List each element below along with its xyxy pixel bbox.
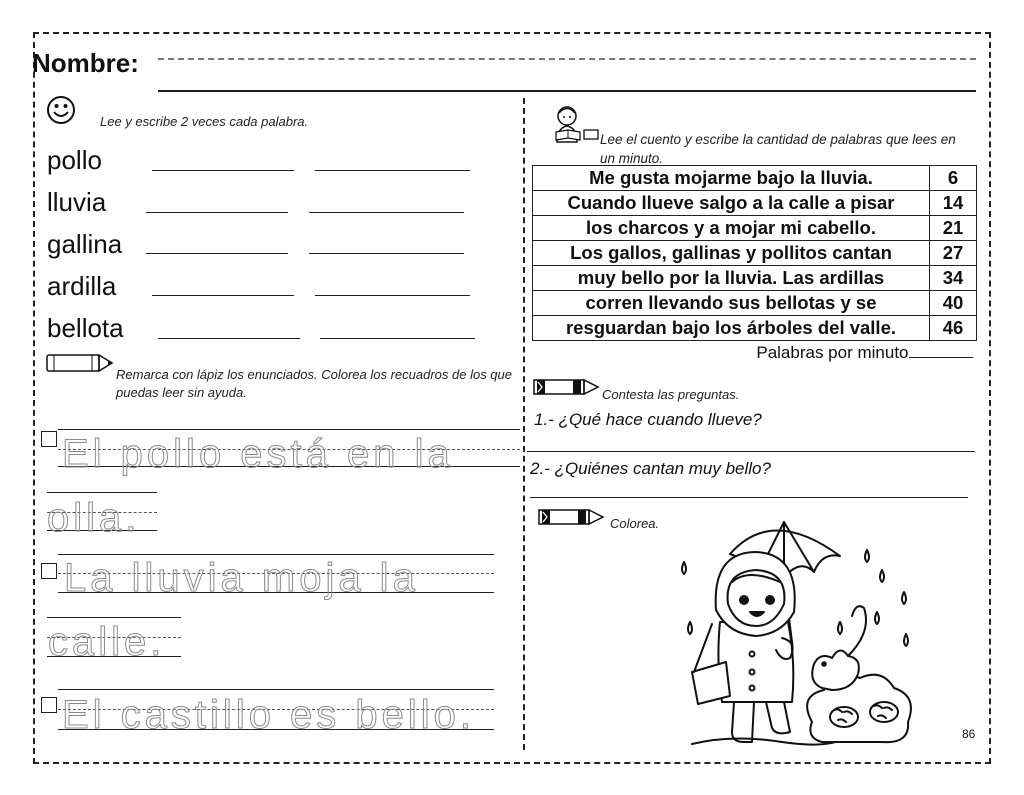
coloring-instruction: Colorea.: [610, 516, 660, 531]
story-text: Me gusta mojarme bajo la lluvia.: [533, 166, 930, 191]
story-row: [533, 316, 977, 341]
story-row: [533, 291, 977, 316]
color-box[interactable]: [41, 431, 57, 447]
smiley-icon: [46, 95, 76, 125]
answer-line[interactable]: [530, 497, 968, 498]
vocab-word: ardilla: [47, 271, 117, 301]
ppm-label: Palabras por minuto: [756, 343, 909, 362]
name-label: Nombre:: [32, 48, 139, 78]
trace-sentence[interactable]: olla.: [47, 496, 141, 540]
word-count: 40: [930, 291, 977, 316]
question-1: 1.- ¿Qué hace cuando llueve?: [534, 410, 762, 429]
ppm-cell: [533, 341, 977, 366]
color-box[interactable]: [41, 563, 57, 579]
vocab-instruction: Lee y escribe 2 veces cada palabra.: [100, 114, 309, 129]
story-text: corren llevando sus bellotas y se: [533, 291, 930, 316]
guide-top-line: [58, 554, 494, 555]
trace-sentence[interactable]: El castillo es bello.: [62, 693, 476, 737]
pencil-icon: [46, 352, 114, 374]
tracing-instruction: Remarca con lápiz los enunciados. Colorea los recuadros de los que puedas leer sin ayuda.: [116, 367, 512, 400]
coloring-illustration[interactable]: [672, 512, 922, 752]
word-count: 14: [930, 191, 977, 216]
story-table: [532, 165, 977, 365]
questions-instruction: Contesta las preguntas.: [602, 387, 740, 402]
guide-top-line: [58, 429, 520, 430]
guide-top-line: [58, 689, 494, 690]
write-line[interactable]: [315, 170, 470, 171]
word-count: 6: [930, 166, 977, 191]
write-line[interactable]: [146, 212, 288, 213]
story-row: [533, 216, 977, 241]
write-line[interactable]: [146, 253, 288, 254]
story-text: resguardan bajo los árboles del valle.: [533, 316, 930, 341]
vocab-word: lluvia: [47, 187, 107, 217]
write-line[interactable]: [158, 338, 300, 339]
write-line[interactable]: [309, 212, 464, 213]
story-row: [533, 166, 977, 191]
crayon-icon: [533, 376, 601, 398]
write-line[interactable]: [152, 295, 294, 296]
story-text: los charcos y a mojar mi cabello.: [533, 216, 930, 241]
word-count: 46: [930, 316, 977, 341]
vocab-word: bellota: [47, 313, 124, 343]
question-2: 2.- ¿Quiénes cantan muy bello?: [530, 459, 771, 478]
trace-sentence[interactable]: La lluvia moja la: [64, 556, 419, 600]
story-text: Los gallos, gallinas y pollitos cantan: [533, 241, 930, 266]
trace-sentence[interactable]: El pollo está en la: [62, 432, 454, 476]
write-line[interactable]: [320, 338, 475, 339]
reading-instruction-line1: [600, 130, 970, 168]
guide-top-line: [47, 492, 157, 493]
story-row: [533, 266, 977, 291]
vocab-word: gallina: [47, 229, 123, 259]
name-guide-dashed: [158, 58, 976, 60]
column-divider: [523, 98, 525, 750]
write-line[interactable]: [309, 253, 464, 254]
word-count: 34: [930, 266, 977, 291]
answer-line[interactable]: [527, 451, 975, 452]
color-box[interactable]: [41, 697, 57, 713]
write-line[interactable]: [315, 295, 470, 296]
word-count: 21: [930, 216, 977, 241]
story-text: muy bello por la lluvia. Las ardillas: [533, 266, 930, 291]
reading-child-icon: [552, 104, 602, 144]
tracing-instruction-line: [116, 366, 516, 402]
trace-sentence[interactable]: calle.: [48, 620, 166, 664]
name-answer-line[interactable]: [158, 90, 976, 92]
write-line[interactable]: [152, 170, 294, 171]
story-row: [533, 191, 977, 216]
page-number: 86: [962, 727, 976, 741]
crayon-icon: [538, 506, 606, 528]
story-row: [533, 241, 977, 266]
ppm-answer-blank[interactable]: [909, 343, 973, 358]
reading-instruction: Lee el cuento y escribe la cantidad de palabras que lees en un minuto.: [600, 132, 956, 166]
vocab-word: pollo: [47, 145, 102, 175]
story-text: Cuando llueve salgo a la calle a pisar: [533, 191, 930, 216]
ppm-row: [533, 341, 977, 366]
word-count: 27: [930, 241, 977, 266]
guide-top-line: [47, 617, 181, 618]
